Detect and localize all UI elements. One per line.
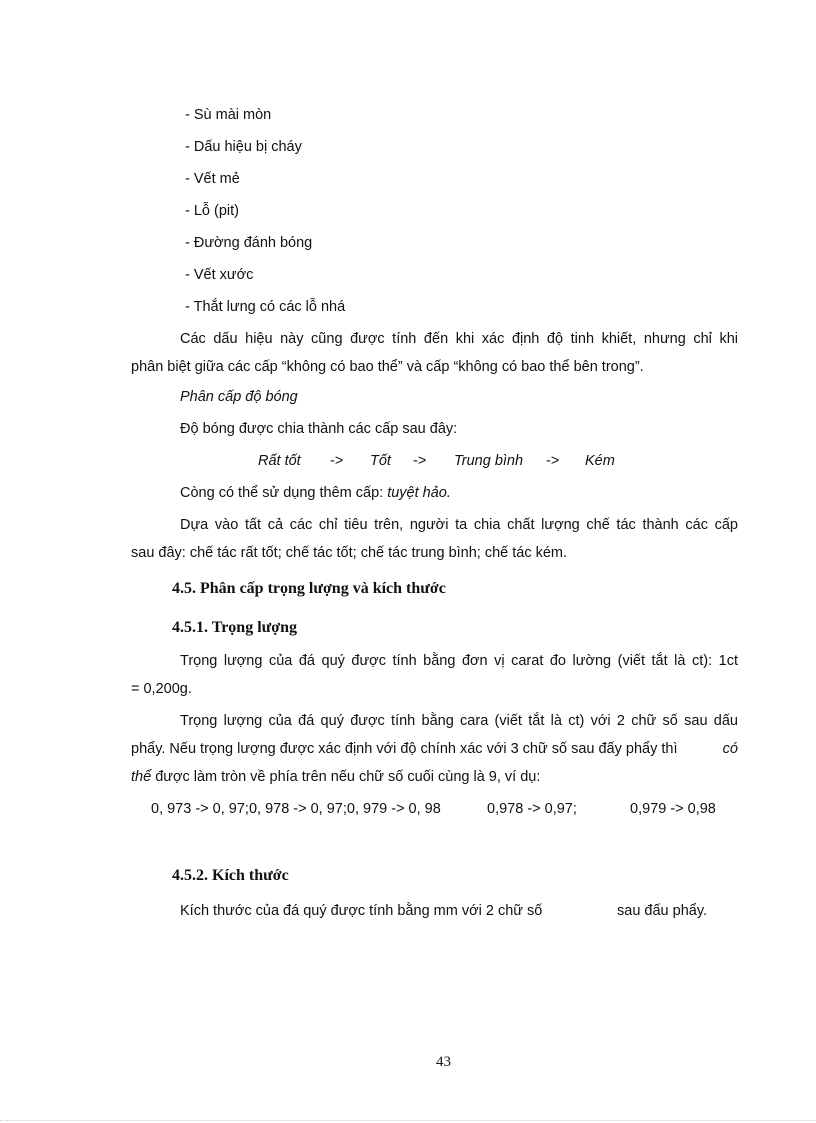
paragraph-line: Độ bóng được chia thành các cấp sau đây: (180, 421, 458, 437)
subheading-polish: Phân cấp độ bóng (180, 389, 298, 405)
paragraph-line: sau đấu phẩy. (617, 903, 708, 919)
bullet-item: - Sù mài mòn (185, 107, 272, 123)
grade-label: Tốt (370, 453, 391, 469)
grade-label: Kém (585, 453, 615, 469)
paragraph-line: = 0,200g. (131, 681, 192, 697)
paragraph-line: Dựa vào tất cả các chỉ tiêu trên, người ta chia chất lượng chế tác thành các cấp (180, 517, 738, 533)
section-heading-4-5: 4.5. Phân cấp trọng lượng và kích thước (172, 580, 446, 597)
paragraph-line (180, 484, 451, 502)
bullet-item: - Dấu hiệu bị cháy (185, 139, 302, 155)
bullet-item: - Đường đánh bóng (185, 235, 313, 251)
text-span: phẩy. Nếu trọng lượng được xác định với độ chính xác với 3 chữ số sau đấy phẩy thì (131, 741, 678, 757)
arrow: -> (413, 453, 427, 469)
bullet-item: - Vết xước (185, 267, 254, 283)
text-span-italic: tuyệt hảo. (387, 485, 451, 501)
text-span: Còng có thể sử dụng thêm cấp: (180, 485, 388, 501)
paragraph-line (131, 768, 540, 786)
example-values: 0,979 -> 0,98 (630, 801, 716, 817)
paragraph-line: Trọng lượng của đá quý được tính bằng đơn vị carat đo lường (viết tắt là ct): 1ct (180, 653, 738, 669)
text-span-italic: thể (131, 769, 152, 785)
page-bottom-rule (0, 1120, 816, 1121)
page-number: 43 (436, 1054, 451, 1070)
arrow: -> (330, 453, 344, 469)
text-span: được làm tròn về phía trên nếu chữ số cuối cùng là 9, ví dụ: (151, 769, 541, 785)
grade-label: Rất tốt (258, 453, 301, 469)
arrow: -> (546, 453, 560, 469)
section-heading-4-5-1: 4.5.1. Trọng lượng (172, 619, 297, 636)
paragraph-line: Kích thước của đá quý được tính bằng mm với 2 chữ số (180, 903, 543, 919)
example-values: 0, 973 -> 0, 97;0, 978 -> 0, 97;0, 979 -> 0, 98 (151, 801, 441, 817)
example-values: 0,978 -> 0,97; (487, 801, 577, 817)
text-span-italic: có (722, 741, 738, 757)
bullet-item: - Lỗ (pit) (185, 203, 239, 219)
paragraph-line: Các dấu hiệu này cũng được tính đến khi xác định độ tinh khiết, nhưng chỉ khi (180, 331, 738, 347)
grade-label: Trung bình (454, 453, 524, 469)
section-heading-4-5-2: 4.5.2. Kích thước (172, 867, 289, 884)
paragraph-line (131, 740, 738, 758)
bullet-item: - Thắt lưng có các lỗ nhá (185, 299, 346, 315)
paragraph-line: sau đây: chế tác rất tốt; chế tác tốt; chế tác trung bình; chế tác kém. (131, 545, 568, 561)
bullet-item: - Vết mẻ (185, 171, 240, 187)
paragraph-line: Trọng lượng của đá quý được tính bằng cara (viết tắt là ct) với 2 chữ số sau dấu (180, 713, 738, 729)
paragraph-line: phân biệt giữa các cấp “không có bao thể” và cấp “không có bao thể bên trong”. (131, 359, 644, 375)
